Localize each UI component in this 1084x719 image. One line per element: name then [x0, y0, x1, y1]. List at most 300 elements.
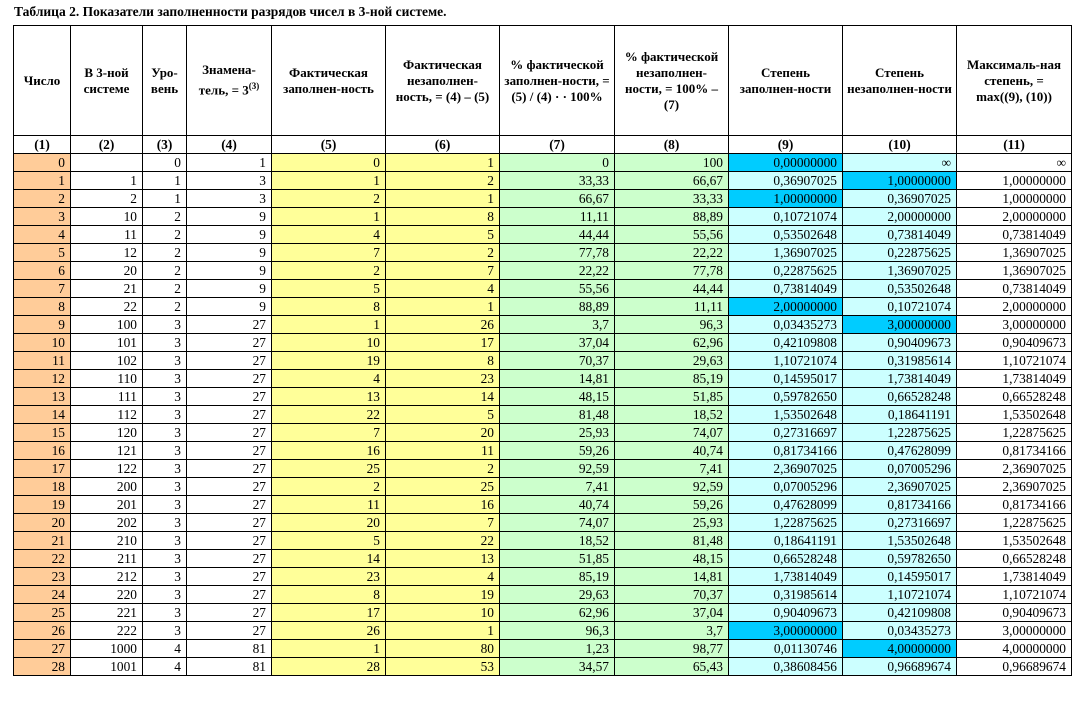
cell-pct-fill: 62,96 [500, 604, 615, 622]
cell-deg-fill: 1,00000000 [729, 190, 843, 208]
cell-fact-fill: 22 [272, 406, 386, 424]
header-row [14, 26, 1072, 136]
cell-level: 3 [143, 604, 187, 622]
cell-fact-unfill: 10 [386, 604, 500, 622]
table-row [14, 388, 1072, 406]
colnum-denominator: (4) [187, 136, 272, 154]
cell-denominator: 27 [187, 406, 272, 424]
cell-denominator: 27 [187, 604, 272, 622]
cell-fact-unfill: 19 [386, 586, 500, 604]
cell-denominator: 27 [187, 460, 272, 478]
cell-pct-fill: 88,89 [500, 298, 615, 316]
cell-number: 27 [14, 640, 71, 658]
header-fact-unfill: Фактическая незаполнен-ность, = (4) – (5) [386, 26, 500, 136]
cell-pct-unfill: 11,11 [615, 298, 729, 316]
cell-pct-fill: 96,3 [500, 622, 615, 640]
cell-number: 22 [14, 550, 71, 568]
cell-fact-fill: 19 [272, 352, 386, 370]
cell-deg-unfill: 1,22875625 [843, 424, 957, 442]
cell-fact-unfill: 16 [386, 496, 500, 514]
table-row [14, 208, 1072, 226]
cell-fact-unfill: 13 [386, 550, 500, 568]
cell-fact-fill: 14 [272, 550, 386, 568]
cell-ternary: 21 [71, 280, 143, 298]
table-row [14, 280, 1072, 298]
cell-level: 2 [143, 226, 187, 244]
cell-ternary: 111 [71, 388, 143, 406]
table-row [14, 658, 1072, 676]
header-pct-fill: % фактической заполнен-ности, = (5) / (4) · · 100% [500, 26, 615, 136]
colnum-fact-unfill: (6) [386, 136, 500, 154]
table-row [14, 406, 1072, 424]
cell-denominator: 27 [187, 532, 272, 550]
cell-pct-fill: 7,41 [500, 478, 615, 496]
cell-denominator: 1 [187, 154, 272, 172]
cell-ternary: 10 [71, 208, 143, 226]
cell-deg-unfill: 1,36907025 [843, 262, 957, 280]
cell-fact-unfill: 1 [386, 154, 500, 172]
table-row [14, 622, 1072, 640]
cell-level: 1 [143, 190, 187, 208]
table-row [14, 262, 1072, 280]
cell-pct-unfill: 59,26 [615, 496, 729, 514]
cell-denominator: 27 [187, 622, 272, 640]
cell-denominator: 27 [187, 352, 272, 370]
colnum-deg-fill: (9) [729, 136, 843, 154]
cell-pct-fill: 14,81 [500, 370, 615, 388]
cell-level: 2 [143, 208, 187, 226]
cell-ternary: 120 [71, 424, 143, 442]
cell-fact-fill: 5 [272, 532, 386, 550]
table-row [14, 370, 1072, 388]
cell-denominator: 3 [187, 172, 272, 190]
cell-ternary: 101 [71, 334, 143, 352]
cell-pct-unfill: 37,04 [615, 604, 729, 622]
table-row [14, 514, 1072, 532]
cell-pct-fill: 48,15 [500, 388, 615, 406]
colnum-pct-fill: (7) [500, 136, 615, 154]
cell-fact-fill: 4 [272, 370, 386, 388]
cell-pct-fill: 51,85 [500, 550, 615, 568]
cell-fact-fill: 5 [272, 280, 386, 298]
cell-ternary: 1001 [71, 658, 143, 676]
cell-pct-unfill: 55,56 [615, 226, 729, 244]
cell-fact-unfill: 8 [386, 208, 500, 226]
table-row [14, 532, 1072, 550]
colnum-pct-unfill: (8) [615, 136, 729, 154]
cell-number: 6 [14, 262, 71, 280]
cell-ternary: 122 [71, 460, 143, 478]
cell-max-degree: 2,36907025 [957, 478, 1072, 496]
cell-level: 3 [143, 370, 187, 388]
cell-max-degree: 0,90409673 [957, 334, 1072, 352]
header-pct-unfill: % фактической незаполнен-ности, = 100% – (7) [615, 26, 729, 136]
cell-number: 21 [14, 532, 71, 550]
cell-deg-fill: 0,31985614 [729, 586, 843, 604]
cell-deg-fill: 0,22875625 [729, 262, 843, 280]
cell-denominator: 27 [187, 424, 272, 442]
cell-denominator: 9 [187, 208, 272, 226]
cell-max-degree: 0,73814049 [957, 226, 1072, 244]
cell-pct-fill: 18,52 [500, 532, 615, 550]
cell-max-degree: 3,00000000 [957, 316, 1072, 334]
cell-denominator: 27 [187, 388, 272, 406]
cell-ternary: 1 [71, 172, 143, 190]
cell-ternary: 211 [71, 550, 143, 568]
cell-deg-unfill: 1,73814049 [843, 370, 957, 388]
cell-pct-fill: 22,22 [500, 262, 615, 280]
table-row [14, 190, 1072, 208]
cell-number: 7 [14, 280, 71, 298]
cell-level: 4 [143, 658, 187, 676]
cell-pct-fill: 33,33 [500, 172, 615, 190]
cell-deg-unfill: 0,10721074 [843, 298, 957, 316]
header-denominator: Знамена-тель, = $3^{(3)}$ [187, 26, 272, 136]
cell-deg-unfill: 1,00000000 [843, 172, 957, 190]
cell-deg-fill: 0,73814049 [729, 280, 843, 298]
cell-pct-unfill: 44,44 [615, 280, 729, 298]
cell-fact-unfill: 1 [386, 190, 500, 208]
cell-number: 24 [14, 586, 71, 604]
cell-ternary: 112 [71, 406, 143, 424]
cell-pct-unfill: 74,07 [615, 424, 729, 442]
cell-deg-fill: 1,22875625 [729, 514, 843, 532]
cell-deg-fill: 0,03435273 [729, 316, 843, 334]
cell-pct-unfill: 22,22 [615, 244, 729, 262]
colnum-level: (3) [143, 136, 187, 154]
cell-deg-unfill: 2,00000000 [843, 208, 957, 226]
cell-number: 16 [14, 442, 71, 460]
cell-pct-fill: 40,74 [500, 496, 615, 514]
cell-fact-fill: 1 [272, 316, 386, 334]
cell-fact-unfill: 53 [386, 658, 500, 676]
cell-fact-fill: 1 [272, 640, 386, 658]
cell-fact-fill: 2 [272, 262, 386, 280]
cell-deg-fill: 0,00000000 [729, 154, 843, 172]
cell-pct-unfill: 3,7 [615, 622, 729, 640]
cell-pct-unfill: 65,43 [615, 658, 729, 676]
cell-max-degree: 1,00000000 [957, 172, 1072, 190]
cell-ternary: 201 [71, 496, 143, 514]
cell-fact-fill: 25 [272, 460, 386, 478]
cell-deg-fill: 0,07005296 [729, 478, 843, 496]
cell-fact-unfill: 2 [386, 244, 500, 262]
cell-number: 12 [14, 370, 71, 388]
table-row [14, 550, 1072, 568]
cell-number: 20 [14, 514, 71, 532]
table-row [14, 442, 1072, 460]
cell-pct-fill: 59,26 [500, 442, 615, 460]
cell-fact-fill: 23 [272, 568, 386, 586]
cell-ternary: 20 [71, 262, 143, 280]
cell-fact-unfill: 22 [386, 532, 500, 550]
table-row [14, 604, 1072, 622]
cell-number: 2 [14, 190, 71, 208]
cell-deg-fill: 0,27316697 [729, 424, 843, 442]
cell-fact-unfill: 4 [386, 280, 500, 298]
cell-pct-unfill: 81,48 [615, 532, 729, 550]
cell-pct-unfill: 40,74 [615, 442, 729, 460]
cell-pct-fill: 3,7 [500, 316, 615, 334]
table-row [14, 640, 1072, 658]
cell-max-degree: 0,81734166 [957, 442, 1072, 460]
cell-fact-unfill: 2 [386, 460, 500, 478]
cell-pct-fill: 81,48 [500, 406, 615, 424]
cell-ternary: 100 [71, 316, 143, 334]
header-number: Число [14, 26, 71, 136]
cell-level: 3 [143, 496, 187, 514]
cell-fact-unfill: 1 [386, 622, 500, 640]
cell-pct-unfill: 33,33 [615, 190, 729, 208]
cell-denominator: 27 [187, 586, 272, 604]
cell-fact-fill: 4 [272, 226, 386, 244]
cell-pct-fill: 92,59 [500, 460, 615, 478]
cell-deg-unfill: 0,18641191 [843, 406, 957, 424]
cell-level: 3 [143, 424, 187, 442]
cell-pct-unfill: 92,59 [615, 478, 729, 496]
cell-level: 1 [143, 172, 187, 190]
cell-level: 3 [143, 586, 187, 604]
cell-pct-unfill: 98,77 [615, 640, 729, 658]
cell-level: 3 [143, 388, 187, 406]
cell-number: 26 [14, 622, 71, 640]
cell-max-degree: 1,10721074 [957, 352, 1072, 370]
cell-fact-unfill: 8 [386, 352, 500, 370]
cell-number: 11 [14, 352, 71, 370]
cell-fact-unfill: 26 [386, 316, 500, 334]
cell-ternary: 200 [71, 478, 143, 496]
cell-deg-fill: 0,81734166 [729, 442, 843, 460]
cell-deg-unfill: 0,22875625 [843, 244, 957, 262]
cell-deg-fill: 1,53502648 [729, 406, 843, 424]
cell-deg-fill: 0,53502648 [729, 226, 843, 244]
cell-ternary: 121 [71, 442, 143, 460]
cell-level: 3 [143, 334, 187, 352]
cell-denominator: 27 [187, 370, 272, 388]
cell-pct-unfill: 25,93 [615, 514, 729, 532]
cell-number: 1 [14, 172, 71, 190]
cell-max-degree: 3,00000000 [957, 622, 1072, 640]
cell-deg-unfill: 0,81734166 [843, 496, 957, 514]
table-row [14, 352, 1072, 370]
cell-number: 8 [14, 298, 71, 316]
cell-fact-fill: 7 [272, 244, 386, 262]
cell-ternary: 22 [71, 298, 143, 316]
cell-level: 2 [143, 244, 187, 262]
cell-denominator: 81 [187, 658, 272, 676]
cell-max-degree: 1,36907025 [957, 244, 1072, 262]
cell-deg-fill: 1,36907025 [729, 244, 843, 262]
cell-level: 2 [143, 280, 187, 298]
cell-deg-unfill: 0,14595017 [843, 568, 957, 586]
table-row [14, 244, 1072, 262]
cell-deg-fill: 0,42109808 [729, 334, 843, 352]
table-row [14, 478, 1072, 496]
cell-deg-unfill: 0,90409673 [843, 334, 957, 352]
cell-pct-unfill: 29,63 [615, 352, 729, 370]
cell-deg-unfill: 0,27316697 [843, 514, 957, 532]
cell-number: 25 [14, 604, 71, 622]
cell-number: 9 [14, 316, 71, 334]
cell-ternary: 11 [71, 226, 143, 244]
cell-level: 3 [143, 460, 187, 478]
cell-pct-fill: 11,11 [500, 208, 615, 226]
cell-pct-fill: 1,23 [500, 640, 615, 658]
cell-fact-unfill: 2 [386, 172, 500, 190]
cell-max-degree: ∞ [957, 154, 1072, 172]
cell-max-degree: 2,00000000 [957, 208, 1072, 226]
cell-number: 15 [14, 424, 71, 442]
header-fact-fill: Фактическая заполнен-ность [272, 26, 386, 136]
cell-denominator: 27 [187, 514, 272, 532]
table-row [14, 298, 1072, 316]
cell-deg-fill: 0,14595017 [729, 370, 843, 388]
cell-fact-fill: 10 [272, 334, 386, 352]
table-row [14, 316, 1072, 334]
cell-fact-unfill: 1 [386, 298, 500, 316]
cell-number: 28 [14, 658, 71, 676]
cell-pct-unfill: 100 [615, 154, 729, 172]
cell-fact-fill: 1 [272, 172, 386, 190]
header-deg-unfill: Степень незаполнен-ности [843, 26, 957, 136]
cell-level: 2 [143, 298, 187, 316]
table-row [14, 226, 1072, 244]
cell-deg-fill: 0,36907025 [729, 172, 843, 190]
cell-level: 3 [143, 550, 187, 568]
cell-level: 3 [143, 316, 187, 334]
cell-deg-unfill: 0,59782650 [843, 550, 957, 568]
column-number-row [14, 136, 1072, 154]
cell-fact-fill: 1 [272, 208, 386, 226]
cell-pct-unfill: 66,67 [615, 172, 729, 190]
cell-level: 0 [143, 154, 187, 172]
cell-deg-fill: 0,01130746 [729, 640, 843, 658]
colnum-number: (1) [14, 136, 71, 154]
cell-deg-fill: 0,18641191 [729, 532, 843, 550]
cell-ternary: 12 [71, 244, 143, 262]
cell-max-degree: 0,73814049 [957, 280, 1072, 298]
cell-pct-unfill: 51,85 [615, 388, 729, 406]
cell-fact-fill: 2 [272, 190, 386, 208]
cell-deg-unfill: 0,66528248 [843, 388, 957, 406]
colnum-ternary: (2) [71, 136, 143, 154]
cell-max-degree: 0,66528248 [957, 550, 1072, 568]
cell-deg-unfill: 0,53502648 [843, 280, 957, 298]
cell-deg-unfill: 0,73814049 [843, 226, 957, 244]
cell-denominator: 9 [187, 244, 272, 262]
cell-ternary: 212 [71, 568, 143, 586]
cell-pct-unfill: 7,41 [615, 460, 729, 478]
cell-fact-fill: 0 [272, 154, 386, 172]
cell-max-degree: 2,36907025 [957, 460, 1072, 478]
cell-denominator: 27 [187, 334, 272, 352]
cell-pct-fill: 44,44 [500, 226, 615, 244]
cell-denominator: 27 [187, 568, 272, 586]
table-row [14, 496, 1072, 514]
cell-deg-fill: 0,59782650 [729, 388, 843, 406]
cell-fact-fill: 7 [272, 424, 386, 442]
cell-max-degree: 2,00000000 [957, 298, 1072, 316]
cell-deg-unfill: 1,53502648 [843, 532, 957, 550]
cell-ternary: 110 [71, 370, 143, 388]
cell-level: 3 [143, 442, 187, 460]
cell-deg-fill: 0,38608456 [729, 658, 843, 676]
cell-pct-fill: 29,63 [500, 586, 615, 604]
cell-deg-unfill: 1,10721074 [843, 586, 957, 604]
cell-max-degree: 1,73814049 [957, 370, 1072, 388]
cell-pct-unfill: 88,89 [615, 208, 729, 226]
header-deg-fill: Степень заполнен-ности [729, 26, 843, 136]
cell-pct-fill: 25,93 [500, 424, 615, 442]
table-row [14, 154, 1072, 172]
cell-deg-unfill: 4,00000000 [843, 640, 957, 658]
cell-max-degree: 1,36907025 [957, 262, 1072, 280]
colnum-max-degree: (11) [957, 136, 1072, 154]
cell-fact-fill: 13 [272, 388, 386, 406]
cell-denominator: 27 [187, 478, 272, 496]
cell-deg-fill: 2,00000000 [729, 298, 843, 316]
cell-fact-fill: 2 [272, 478, 386, 496]
cell-fact-fill: 16 [272, 442, 386, 460]
cell-number: 19 [14, 496, 71, 514]
cell-denominator: 9 [187, 262, 272, 280]
cell-pct-unfill: 18,52 [615, 406, 729, 424]
cell-fact-unfill: 14 [386, 388, 500, 406]
cell-number: 5 [14, 244, 71, 262]
cell-ternary: 102 [71, 352, 143, 370]
cell-fact-fill: 20 [272, 514, 386, 532]
cell-denominator: 27 [187, 442, 272, 460]
cell-fact-unfill: 7 [386, 514, 500, 532]
cell-pct-unfill: 77,78 [615, 262, 729, 280]
header-level: Уро-вень [143, 26, 187, 136]
cell-number: 17 [14, 460, 71, 478]
cell-max-degree: 0,96689674 [957, 658, 1072, 676]
cell-number: 14 [14, 406, 71, 424]
cell-max-degree: 1,00000000 [957, 190, 1072, 208]
header-max-degree: Максималь-ная степень, = max((9), (10)) [957, 26, 1072, 136]
cell-max-degree: 1,10721074 [957, 586, 1072, 604]
cell-pct-fill: 66,67 [500, 190, 615, 208]
cell-ternary: 222 [71, 622, 143, 640]
cell-level: 4 [143, 640, 187, 658]
cell-fact-fill: 11 [272, 496, 386, 514]
table-title: Таблица 2. Показатели заполненности разрядов чисел в 3-ной системе. [14, 4, 447, 19]
cell-deg-unfill: 2,36907025 [843, 478, 957, 496]
table-row [14, 172, 1072, 190]
cell-deg-fill: 0,10721074 [729, 208, 843, 226]
table-row [14, 424, 1072, 442]
cell-fact-unfill: 23 [386, 370, 500, 388]
cell-fact-fill: 8 [272, 298, 386, 316]
cell-ternary: 1000 [71, 640, 143, 658]
cell-level: 3 [143, 478, 187, 496]
cell-deg-unfill: 0,42109808 [843, 604, 957, 622]
cell-deg-unfill: 0,03435273 [843, 622, 957, 640]
cell-fact-fill: 28 [272, 658, 386, 676]
header-ternary: В 3-ной системе [71, 26, 143, 136]
cell-pct-unfill: 85,19 [615, 370, 729, 388]
cell-deg-fill: 1,10721074 [729, 352, 843, 370]
cell-fact-unfill: 25 [386, 478, 500, 496]
cell-pct-fill: 85,19 [500, 568, 615, 586]
cell-deg-fill: 3,00000000 [729, 622, 843, 640]
cell-fact-unfill: 11 [386, 442, 500, 460]
cell-deg-unfill: 0,07005296 [843, 460, 957, 478]
cell-pct-fill: 74,07 [500, 514, 615, 532]
cell-max-degree: 4,00000000 [957, 640, 1072, 658]
cell-fact-unfill: 4 [386, 568, 500, 586]
